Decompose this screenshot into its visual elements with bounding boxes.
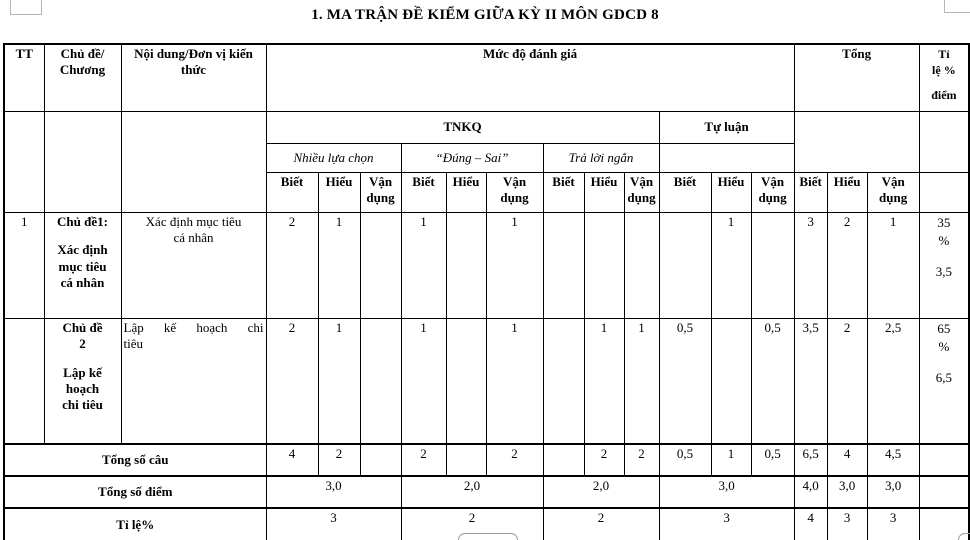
header-level-van-dung: Vận dụng [486, 173, 543, 213]
table-row-topic-1 [4, 213, 969, 319]
cell-value [711, 319, 751, 445]
spacer-cell [44, 112, 121, 213]
cell-tt [4, 319, 44, 445]
header-row-main [4, 44, 969, 112]
cell-value: 0,5 [659, 319, 711, 445]
cell-percent: 35 % 3,5 [919, 213, 969, 319]
cell-content: Xác định mục tiêu cá nhân [121, 213, 266, 319]
cell-value: 0,5 [751, 444, 794, 476]
spacer-cell [794, 112, 919, 173]
cell-value: 1 [584, 319, 624, 445]
spacer-cell [121, 112, 266, 213]
cell-total: 3,0 [867, 476, 919, 508]
cell-value [584, 213, 624, 319]
header-level-biet: Biết [794, 173, 827, 213]
page-bubble-bottom-center [458, 533, 518, 540]
header-nhieu-lua-chon: Nhiều lựa chọn [266, 144, 401, 173]
cell-group-value: 3 [266, 508, 401, 540]
cell-value: 1 [711, 444, 751, 476]
header-level-hieu: Hiểu [584, 173, 624, 213]
cell-total: 3,5 [794, 319, 827, 445]
spacer-cell [919, 112, 969, 173]
cell-value [360, 444, 401, 476]
cell-group-value: 3 [659, 508, 794, 540]
cell-value [751, 213, 794, 319]
header-muc-do-danh-gia: Mức độ đánh giá [266, 44, 794, 112]
cell-value: 2 [266, 319, 318, 445]
cell-value [360, 319, 401, 445]
cell-value: 4 [266, 444, 318, 476]
cell-value: 1 [318, 213, 360, 319]
header-level-biet: Biết [659, 173, 711, 213]
cell-topic: Chủ đề1: Xác định mục tiêu cá nhân [44, 213, 121, 319]
cell-total: 6,5 [794, 444, 827, 476]
cell-group-value: 2 [543, 508, 659, 540]
cell-value: 0,5 [659, 444, 711, 476]
cell-value [543, 213, 584, 319]
cell-tt: 1 [4, 213, 44, 319]
cell-value: 1 [486, 319, 543, 445]
cell-value [659, 213, 711, 319]
cell-value [360, 213, 401, 319]
cell-group-value: 2 [401, 508, 543, 540]
header-ti-le: Tỉ lệ % điểm [919, 44, 969, 112]
cell-value: 2 [584, 444, 624, 476]
header-tnkq: TNKQ [266, 112, 659, 144]
header-tt: TT [4, 44, 44, 112]
cell-group-value: 3,0 [266, 476, 401, 508]
page-title: 1. MA TRẬN ĐỀ KIỂM GIỮA KỲ II MÔN GDCD 8 [311, 7, 659, 23]
summary-row-total-questions [4, 444, 969, 476]
summary-label: Tổng số câu [4, 444, 266, 476]
cell-total: 3 [867, 508, 919, 540]
cell-total: 3,0 [827, 476, 867, 508]
header-tu-luan: Tự luận [659, 112, 794, 144]
cell-total: 3 [794, 213, 827, 319]
cell-value [624, 213, 659, 319]
table-row-topic-2 [4, 319, 969, 445]
cell-value: 1 [401, 319, 446, 445]
cell-group-value: 2,0 [543, 476, 659, 508]
header-level-van-dung: Vận dụng [624, 173, 659, 213]
cell-value [446, 213, 486, 319]
cell-percent: 65 % 6,5 [919, 319, 969, 445]
spacer-cell [4, 112, 44, 213]
header-noi-dung: Nội dung/Đơn vị kiến thức [121, 44, 266, 112]
cell-value [543, 319, 584, 445]
header-level-hieu: Hiểu [318, 173, 360, 213]
cell-value: 2 [266, 213, 318, 319]
cell-value: 2 [318, 444, 360, 476]
header-tong: Tổng [794, 44, 919, 112]
cell-total: 3 [827, 508, 867, 540]
spacer-cell [919, 476, 969, 508]
cell-total: 4 [827, 444, 867, 476]
header-level-biet: Biết [266, 173, 318, 213]
spacer-cell [919, 173, 969, 213]
cell-total: 2 [827, 213, 867, 319]
cell-group-value: 3,0 [659, 476, 794, 508]
cell-topic: Chủ đề 2 Lập kế hoạch chi tiêu [44, 319, 121, 445]
header-level-van-dung: Vận dụng [867, 173, 919, 213]
header-level-van-dung: Vận dụng [751, 173, 794, 213]
exam-matrix-table [3, 43, 970, 540]
cell-value: 0,5 [751, 319, 794, 445]
cell-content: Lập kế hoạch chi tiêu [121, 319, 266, 445]
cell-value: 2 [401, 444, 446, 476]
summary-label: Tổng số điểm [4, 476, 266, 508]
summary-row-total-points [4, 476, 969, 508]
spacer-cell [659, 144, 794, 173]
header-chu-de: Chủ đề/ Chương [44, 44, 121, 112]
header-level-hieu: Hiểu [827, 173, 867, 213]
cell-total: 2,5 [867, 319, 919, 445]
header-level-hieu: Hiểu [711, 173, 751, 213]
header-tra-loi-ngan: Trả lời ngắn [543, 144, 659, 173]
header-level-hieu: Hiểu [446, 173, 486, 213]
cell-total: 1 [867, 213, 919, 319]
header-row-section [4, 112, 969, 144]
cell-value [446, 319, 486, 445]
spacer-cell [919, 444, 969, 476]
header-dung-sai: “Đúng – Sai” [401, 144, 543, 173]
cell-value: 2 [486, 444, 543, 476]
page-bubble-bottom-right [958, 533, 970, 540]
cell-total: 4 [794, 508, 827, 540]
cell-group-value: 2,0 [401, 476, 543, 508]
header-level-biet: Biết [543, 173, 584, 213]
cell-value: 1 [711, 213, 751, 319]
cell-total: 4,5 [867, 444, 919, 476]
cell-total: 4,0 [794, 476, 827, 508]
cell-value: 1 [318, 319, 360, 445]
cell-value [446, 444, 486, 476]
cell-value: 1 [486, 213, 543, 319]
header-level-van-dung: Vận dụng [360, 173, 401, 213]
cell-value: 1 [401, 213, 446, 319]
cell-total: 2 [827, 319, 867, 445]
cell-value: 1 [624, 319, 659, 445]
cell-value [543, 444, 584, 476]
cell-value: 2 [624, 444, 659, 476]
summary-label: Tỉ lệ% [4, 508, 266, 540]
header-level-biet: Biết [401, 173, 446, 213]
